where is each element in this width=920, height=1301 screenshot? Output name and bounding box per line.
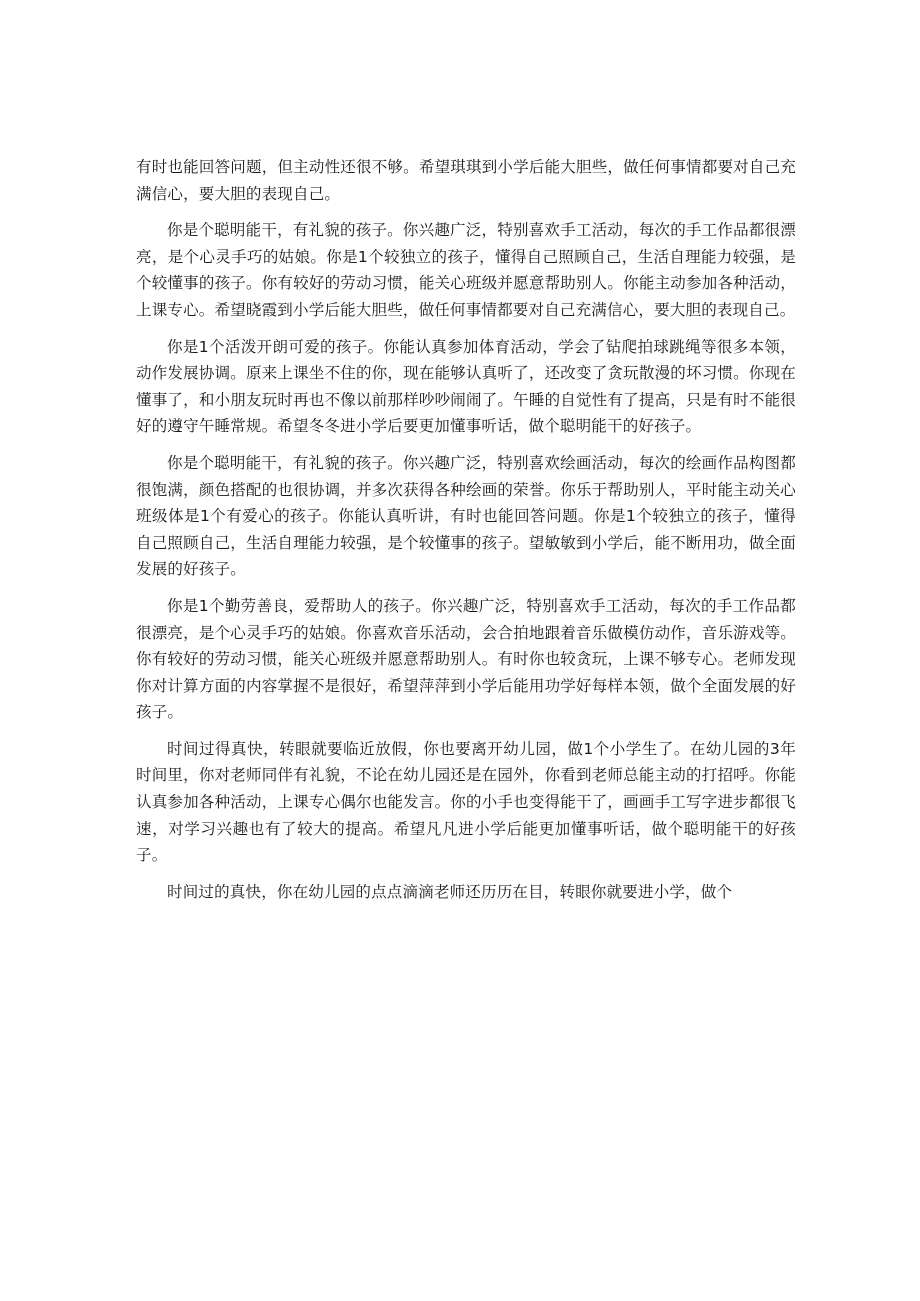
- paragraph-2: 你是个聪明能干，有礼貌的孩子。你兴趣广泛，特别喜欢手工活动，每次的手工作品都很漂亮，是个心灵手巧的姑娘。你是1个较独立的孩子，懂得自己照顾自己，生活自理能力较强，是个较懂事的孩子。你有较好的劳动习惯，能关心班级并愿意帮助别人。你能主动参加各种活动，上课专心。希望晓霞到小学后能大胆些，做任何事情都要对自己充满信心，要大胆的表现自己。: [136, 221, 796, 319]
- paragraph-4: 你是个聪明能干，有礼貌的孩子。你兴趣广泛，特别喜欢绘画活动，每次的绘画作品构图都很饱满，颜色搭配的也很协调，并多次获得各种绘画的荣誉。你乐于帮助别人，平时能主动关心班级体是1个有爱心的孩子。你能认真听讲，有时也能回答问题。你是1个较独立的孩子，懂得自己照顾自己，生活自理能力较强，是个较懂事的孩子。望敏敏到小学后，能不断用功，做全面发展的好孩子。: [136, 453, 796, 579]
- paragraph-3: 你是1个活泼开朗可爱的孩子。你能认真参加体育活动，学会了钻爬拍球跳绳等很多本领，动作发展协调。原来上课坐不住的你，现在能够认真听了，还改变了贪玩散漫的坏习惯。你现在懂事了，和小朋友玩时再也不像以前那样吵吵闹闹了。午睡的自觉性有了提高，只是有时不能很好的遵守午睡常规。希望冬冬进小学后要更加懂事听话，做个聪明能干的好孩子。: [136, 337, 796, 436]
- paragraph-5: 你是1个勤劳善良，爱帮助人的孩子。你兴趣广泛，特别喜欢手工活动，每次的手工作品都很漂亮，是个心灵手巧的姑娘。你喜欢音乐活动，会合拍地跟着音乐做模仿动作，音乐游戏等。你有较好的劳动习惯，能关心班级并愿意帮助别人。有时你也较贪玩，上课不够专心。老师发现你对计算方面的内容掌握不是很好，希望萍萍到小学后能用功学好每样本领，做个全面发展的好孩子。: [136, 596, 796, 722]
- paragraph-7: 时间过的真快，你在幼儿园的点点滴滴老师还历历在目，转眼你就要进小学，做个: [167, 882, 733, 901]
- paragraph-1: 有时也能回答问题，但主动性还很不够。希望琪琪到小学后能大胆些，做任何事情都要对自己充满信心，要大胆的表现自己。: [136, 158, 796, 203]
- paragraph-6: 时间过得真快，转眼就要临近放假，你也要离开幼儿园，做1个小学生了。在幼儿园的3年时间里，你对老师同伴有礼貌，不论在幼儿园还是在园外，你看到老师总能主动的打招呼。你能认真参加各种活动，上课专心偶尔也能发言。你的小手也变得能干了，画画手工写字进步都很飞速，对学习兴趣也有了较大的提高。希望凡凡进小学后能更加懂事听话，做个聪明能干的好孩子。: [136, 739, 796, 865]
- document-body: [136, 154, 796, 915]
